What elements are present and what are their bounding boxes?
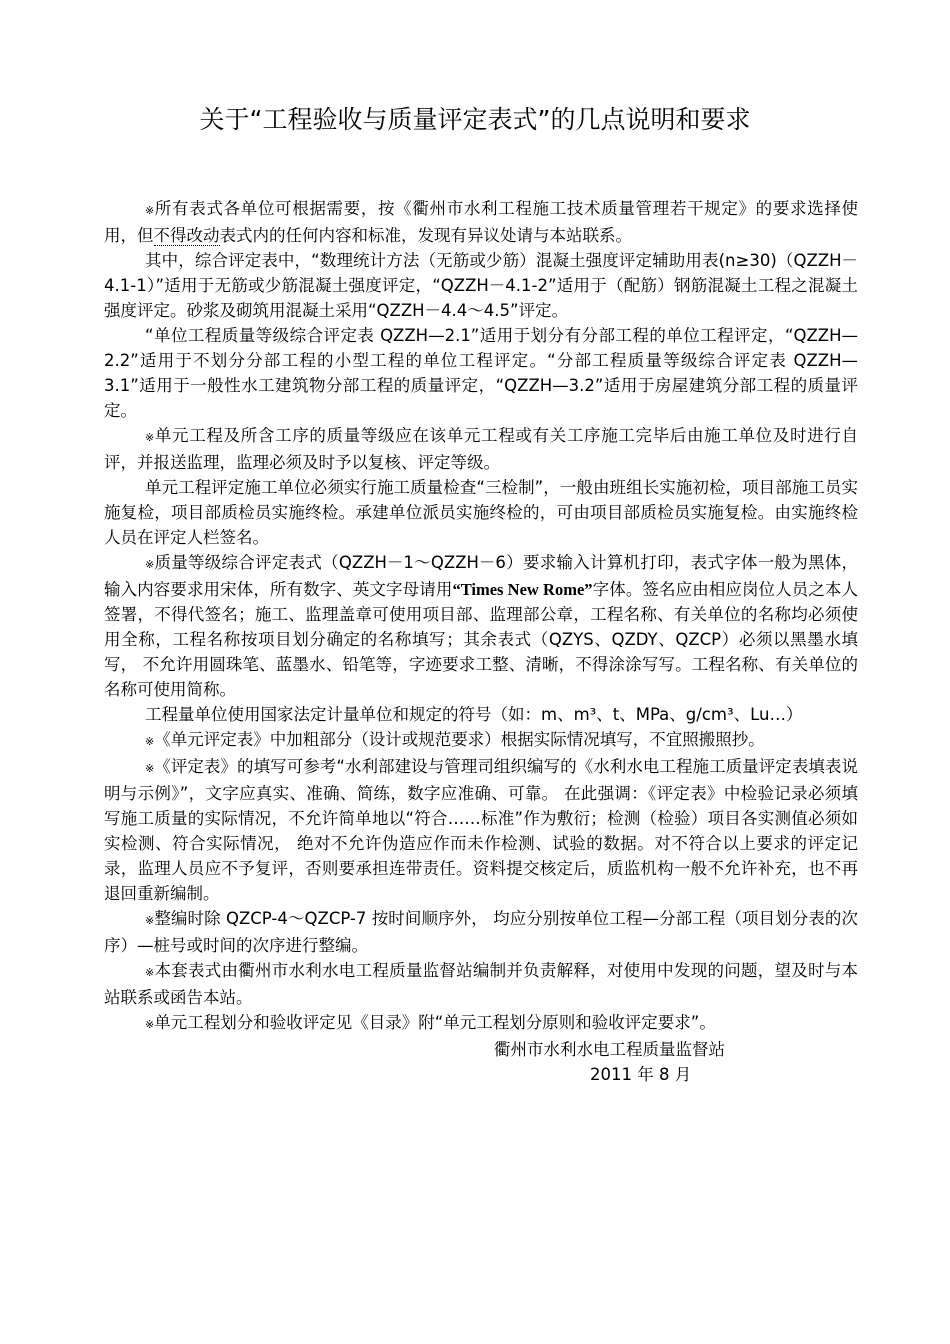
- paragraph-10-text: 整编时除 QZCP-4～QZCP-7 按时间顺序外， 均应分别按单位工程—分部工程（项目划分表的次序）—桩号或时间的次序进行整编。: [104, 909, 859, 955]
- paragraph-12-text: 单元工程划分和验收评定见《目录》附“单元工程划分原则和验收评定要求”。: [154, 1013, 716, 1032]
- paragraph-1-text-b: 表式内的任何内容和标准，发现有异议处请与本站联系。: [219, 226, 632, 245]
- document-title: 关于“工程验收与质量评定表式”的几点说明和要求: [199, 105, 751, 134]
- paragraph-4: [104, 423, 858, 475]
- paragraph-2: 其中，综合评定表中，“数理统计方法（无筋或少筋）混凝土强度评定辅助用表(n≥30)（QZZH－4.1-1）”适用于无筋或少筋混凝土强度评定，“QZZH－4.1-2”适用于（配筋）钢筋混凝土工程之混凝土强度评定。砂浆及砌筑用混凝土采用“QZZH－4.4～4.5”评定。: [104, 251, 858, 320]
- paragraph-8-text: 《单元评定表》中加粗部分（设计或规范要求）根据实际情况填写，不宜照搬照抄。: [154, 730, 765, 749]
- reference-mark: ※: [145, 1018, 155, 1031]
- paragraph-6-text-a: 质量等级综合评定表式（QZZH－1～QZZH－6）要求输入计算机打印，表式字体一般为黑体，输入内容要求用宋体，所有数字、英文字母请用: [104, 553, 858, 599]
- paragraph-1-underlined-text: 不得改动: [153, 226, 220, 245]
- paragraph-1-text-a: 所有表式各单位可根据需要，按《衢州市水利工程施工技术质量管理若干规定》的要求选择使用，但: [104, 199, 859, 245]
- paragraph-7: 工程量单位使用国家法定计量单位和规定的符号（如：m、m³、t、MPa、g/cm³、Lu…）: [145, 705, 803, 724]
- paragraph-6: [104, 550, 858, 702]
- paragraph-6-bold-text: “Times New Rome”: [452, 580, 593, 599]
- paragraph-9-text: 《评定表》的填写可参考“水利部建设与管理司组织编写的《水利水电工程施工质量评定表填表说明与示例》”，文字应真实、准确、简练，数字应准确、可靠。 在此强调：《评定表》中检验记录必须填写施工质量的实际情况，不允许简单地以“符合……标准”作为敷衍；检测（检验）项目各实测值必须如实检测、符合实际情况， 绝对不允许伪造应作而未作检测、试验的数据。对不符合以上要求的评定记录，监理人员应不予复评，否则要承担连带责任。资料提交核定后，质监机构一般不允许补充，也不再退回重新编制。: [104, 757, 858, 903]
- paragraph-5: 单元工程评定施工单位必须实行施工质量检查“三检制”，一般由班组长实施初检，项目部施工员实施复检，项目部质检员实施终检。承建单位派员实施终检的，可由项目部质检员实施复检。由实施终检人员在评定人栏签名。: [104, 478, 858, 547]
- paragraph-6-text-b: 字体。签名应由相应岗位人员之本人签署，不得代签名；施工、监理盖章可使用项目部、监理部公章，工程名称、有关单位的名称均必须使用全称，工程名称按项目划分确定的名称填写；其余表式（QZYS、QZDY、QZCP）必须以黑墨水填写， 不允许用圆珠笔、蓝墨水、铅笔等，字迹要求工整、清晰，不得涂涂写写。工程名称、有关单位的名称可使用简称。: [104, 580, 859, 699]
- reference-mark: ※: [145, 431, 155, 444]
- signature-organization: 衢州市水利水电工程质量监督站: [494, 1040, 725, 1059]
- reference-mark: ※: [145, 966, 155, 979]
- signature-date: 2011 年 8 月: [590, 1065, 692, 1084]
- paragraph-10: [104, 906, 858, 958]
- paragraph-11-text: 本套表式由衢州市水利水电工程质量监督站编制并负责解释，对使用中发现的问题，望及时与本站联系或函告本站。: [104, 961, 859, 1007]
- paragraph-1: [104, 196, 858, 248]
- reference-mark: ※: [145, 735, 155, 748]
- paragraph-12: [104, 1010, 858, 1037]
- document-body: [104, 196, 858, 1087]
- reference-mark: ※: [145, 914, 155, 927]
- paragraph-11: [104, 958, 858, 1010]
- paragraph-3: “单位工程质量等级综合评定表 QZZH—2.1”适用于划分有分部工程的单位工程评定，“QZZH—2.2”适用于不划分分部工程的小型工程的单位工程评定。“分部工程质量等级综合评定表 QZZH—3.1”适用于一般性水工建筑物分部工程的质量评定，“QZZH—3.2”适用于房屋建筑分部工程的质量评定。: [104, 326, 858, 420]
- reference-mark: ※: [145, 204, 155, 217]
- reference-mark: ※: [145, 762, 155, 775]
- paragraph-8: [104, 727, 858, 754]
- paragraph-4-text: 单元工程及所含工序的质量等级应在该单元工程或有关工序施工完毕后由施工单位及时进行自评，并报送监理，监理必须及时予以复核、评定等级。: [104, 426, 859, 472]
- reference-mark: ※: [145, 558, 155, 571]
- paragraph-9: [104, 754, 858, 906]
